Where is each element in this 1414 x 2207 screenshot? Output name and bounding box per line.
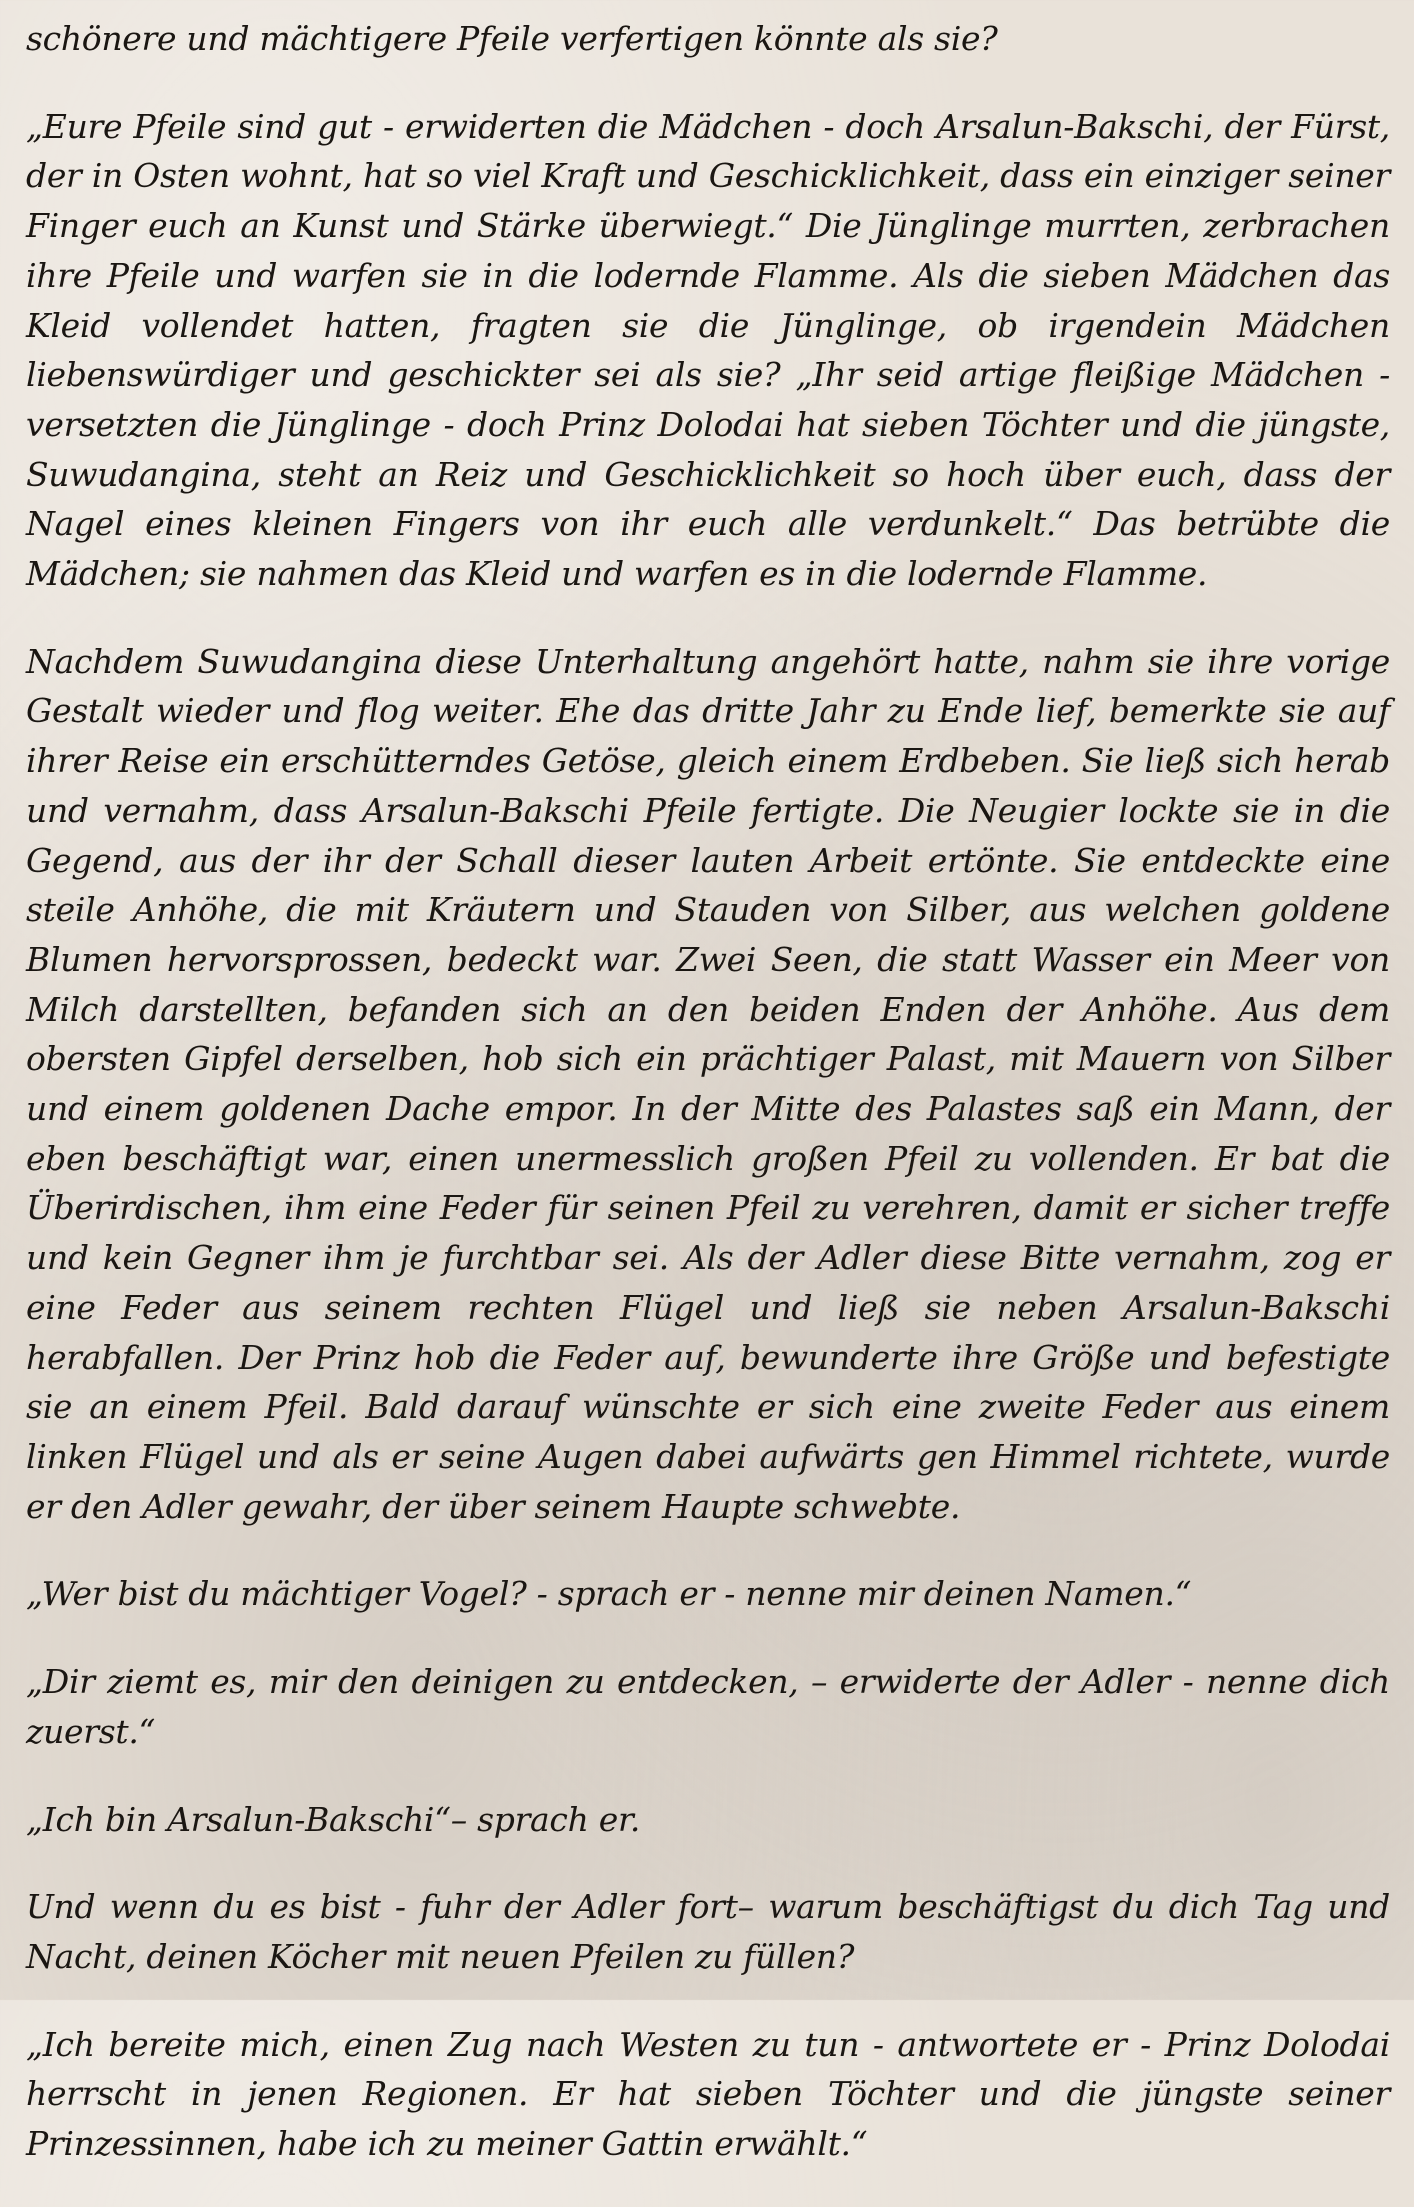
paragraph-1: schönere und mächtigere Pfeile verfertigen könnte als sie? bbox=[26, 19, 998, 58]
paragraph-8: „Ich bereite mich, einen Zug nach Westen zu tun - antwortete er - Prinz Dolodai herrscht in jenen Regionen. Er hat sieben Töchter und die jüngste seiner Prinzessinnen, habe ich zu meiner Gattin erwählt.“ bbox=[26, 2024, 1390, 2164]
paragraph-5: „Dir ziemt es, mir den deinigen zu entdecken, – erwiderte der Adler - nenne dich zuerst.“ bbox=[26, 1662, 1390, 1751]
paragraph-6: „Ich bin Arsalun-Bakschi“– sprach er. bbox=[26, 1799, 641, 1839]
paragraph-2: „Eure Pfeile sind gut - erwiderten die Mädchen - doch Arsalun-Bakschi, der Fürst, der in Osten wohnt, hat so viel Kraft und Geschicklichkeit, dass ein einziger seiner Finger euch an Kunst und Stärke überwiegt.“ Die Jünglinge murrten, zerbrachen ihre Pfeile und warfen sie in die lodernde Flamme. Als die sieben Mädchen das Kleid vollendet hatten, fragten sie die Jünglinge, ob irgendein Mädchen liebenswürdiger und geschickter sei als sie? „Ihr seid artige fleißige Mädchen - versetzten die Jünglinge - doch Prinz Dolodai hat sieben Töchter und die jüngste, Suwudangina, steht an Reiz und Geschicklichkeit so hoch über euch, dass der Nagel eines kleinen Fingers von ihr euch alle verdunkelt.“ Das betrübte die Mädchen; sie nahmen das Kleid und warfen es in die lodernde Flamme. bbox=[26, 106, 1390, 594]
paragraph-4: „Wer bist du mächtiger Vogel? - sprach er - nenne mir deinen Namen.“ bbox=[26, 1574, 1192, 1614]
paragraph-7: Und wenn du es bist - fuhr der Adler fort– warum beschäftigst du dich Tag und Nacht, deinen Köcher mit neuen Pfeilen zu füllen? bbox=[26, 1887, 1390, 1976]
paragraph-3: Nachdem Suwudangina diese Unterhaltung angehört hatte, nahm sie ihre vorige Gestalt wieder und flog weiter. Ehe das dritte Jahr zu Ende lief, bemerkte sie auf ihrer Reise ein erschütterndes Getöse, gleich einem Erdbeben. Sie ließ sich herab und vernahm, dass Arsalun-Bakschi Pfeile fertigte. Die Neugier lockte sie in die Gegend, aus der ihr der Schall dieser lauten Arbeit ertönte. Sie entdeckte eine steile Anhöhe, die mit Kräutern und Stauden von Silber, aus welchen goldene Blumen hervorsprossen, bedeckt war. Zwei Seen, die statt Wasser ein Meer von Milch darstellten, befanden sich an den beiden Enden der Anhöhe. Aus dem obersten Gipfel derselben, hob sich ein prächtiger Palast, mit Mauern von Silber und einem goldenen Dache empor. In der Mitte des Palastes saß ein Mann, der eben beschäftigt war, einen unermesslich großen Pfeil zu vollenden. Er bat die Überirdischen, ihm eine Feder für seinen Pfeil zu verehren, damit er sicher treffe und kein Gegner ihm je furchtbar sei. Als der Adler diese Bitte vernahm, zog er eine Feder aus seinem rechten Flügel und ließ sie neben Arsalun-Bakschi herabfallen. Der Prinz hob die Feder auf, bewunderte ihre Größe und befestigte sie an einem Pfeil. Bald darauf wünschte er sich eine zweite Feder aus einem linken Flügel und als er seine Augen dabei aufwärts gen Himmel richtete, wurde er den Adler gewahr, der über seinem Haupte schwebte. bbox=[26, 641, 1390, 1526]
document-page bbox=[26, 14, 1390, 2207]
